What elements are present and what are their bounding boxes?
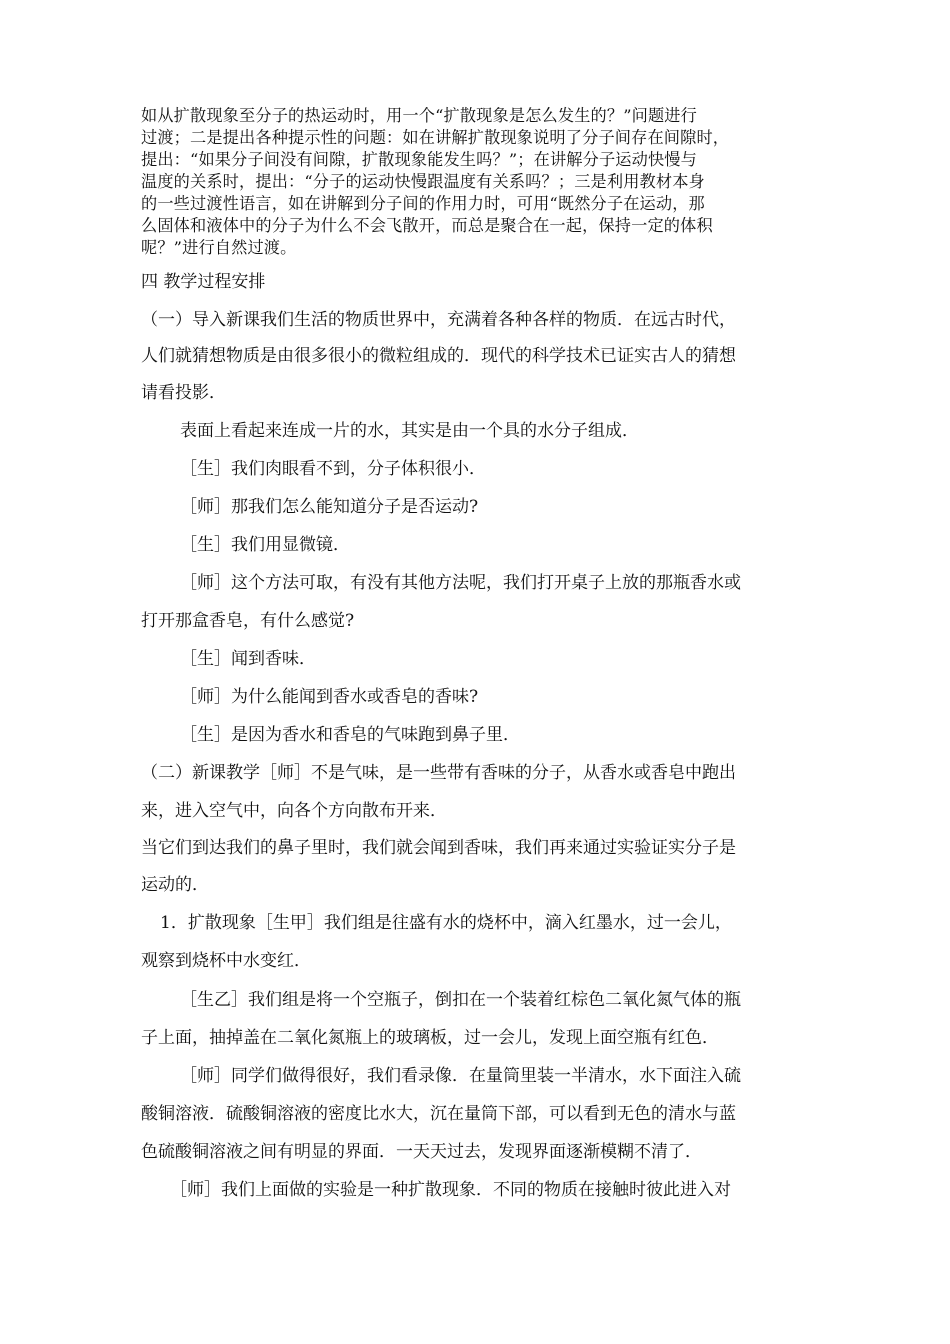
section-heading: 四 教学过程安排 xyxy=(141,272,266,292)
paragraph-line: 当它们到达我们的鼻子里时，我们就会闻到香味，我们再来通过实验证实分子是 xyxy=(141,838,736,858)
paragraph-line: 1．扩散现象［生甲］我们组是往盛有水的烧杯中，滴入红墨水，过一会儿， xyxy=(160,913,732,933)
paragraph-line: 人们就猜想物质是由很多很小的微粒组成的．现代的科学技术已证实古人的猜想 xyxy=(141,346,736,366)
dialogue-line: ［师］我们上面做的实验是一种扩散现象．不同的物质在接触时彼此进入对 xyxy=(170,1180,731,1200)
paragraph-line: 运动的． xyxy=(141,875,209,895)
dialogue-line: 子上面，抽掉盖在二氧化氮瓶上的玻璃板，过一会儿，发现上面空瓶有红色． xyxy=(141,1028,719,1048)
paragraph-line: 观察到烧杯中水变红． xyxy=(141,951,311,971)
paragraph-line: 提出：“如果分子间没有间隙，扩散现象能发生吗？”；在讲解分子运动快慢与 xyxy=(141,150,697,169)
dialogue-line: ［生］闻到香味． xyxy=(180,649,316,669)
paragraph-line: 如从扩散现象至分子的热运动时，用一个“扩散现象是怎么发生的？”问题进行 xyxy=(141,106,697,125)
dialogue-line: ［生］是因为香水和香皂的气味跑到鼻子里． xyxy=(180,725,520,745)
dialogue-line: 酸铜溶液．硫酸铜溶液的密度比水大，沉在量筒下部，可以看到无色的清水与蓝 xyxy=(141,1104,736,1124)
paragraph-line: 请看投影． xyxy=(141,383,226,403)
dialogue-line: ［生］我们用显微镜． xyxy=(180,535,350,555)
paragraph-line: 温度的关系时，提出：“分子的运动快慢跟温度有关系吗？；三是利用教材本身 xyxy=(141,172,705,191)
paragraph-line: 呢？”进行自然过渡。 xyxy=(141,238,297,257)
paragraph-line: 过渡；二是提出各种提示性的问题：如在讲解扩散现象说明了分子间存在间隙时， xyxy=(141,128,730,147)
paragraph-line: （一）导入新课我们生活的物质世界中，充满着各种各样的物质．在远古时代， xyxy=(141,310,736,330)
dialogue-line: ［生］我们肉眼看不到，分子体积很小． xyxy=(180,459,486,479)
dialogue-line: ［生乙］我们组是将一个空瓶子，倒扣在一个装着红棕色二氧化氮气体的瓶 xyxy=(180,990,741,1010)
dialogue-line: ［师］那我们怎么能知道分子是否运动? xyxy=(180,497,479,517)
dialogue-line: ［师］这个方法可取，有没有其他方法呢，我们打开桌子上放的那瓶香水或 xyxy=(180,573,741,593)
dialogue-line: ［师］为什么能闻到香水或香皂的香味? xyxy=(180,687,479,707)
paragraph-line: 表面上看起来连成一片的水，其实是由一个具的水分子组成． xyxy=(180,421,639,441)
dialogue-line: ［师］同学们做得很好，我们看录像．在量筒里装一半清水，水下面注入硫 xyxy=(180,1066,741,1086)
dialogue-line: 打开那盒香皂，有什么感觉? xyxy=(141,611,355,631)
paragraph-line: （二）新课教学［师］不是气味，是一些带有香味的分子，从香水或香皂中跑出 xyxy=(141,763,736,783)
paragraph-line: 的一些过渡性语言，如在讲解到分子间的作用力时，可用“既然分子在运动，那 xyxy=(141,194,705,213)
paragraph-line: 么固体和液体中的分子为什么不会飞散开，而总是聚合在一起，保持一定的体积 xyxy=(141,216,713,235)
dialogue-line: 色硫酸铜溶液之间有明显的界面．一天天过去，发现界面逐渐模糊不清了． xyxy=(141,1142,702,1162)
paragraph-line: 来，进入空气中，向各个方向散布开来． xyxy=(141,801,447,821)
